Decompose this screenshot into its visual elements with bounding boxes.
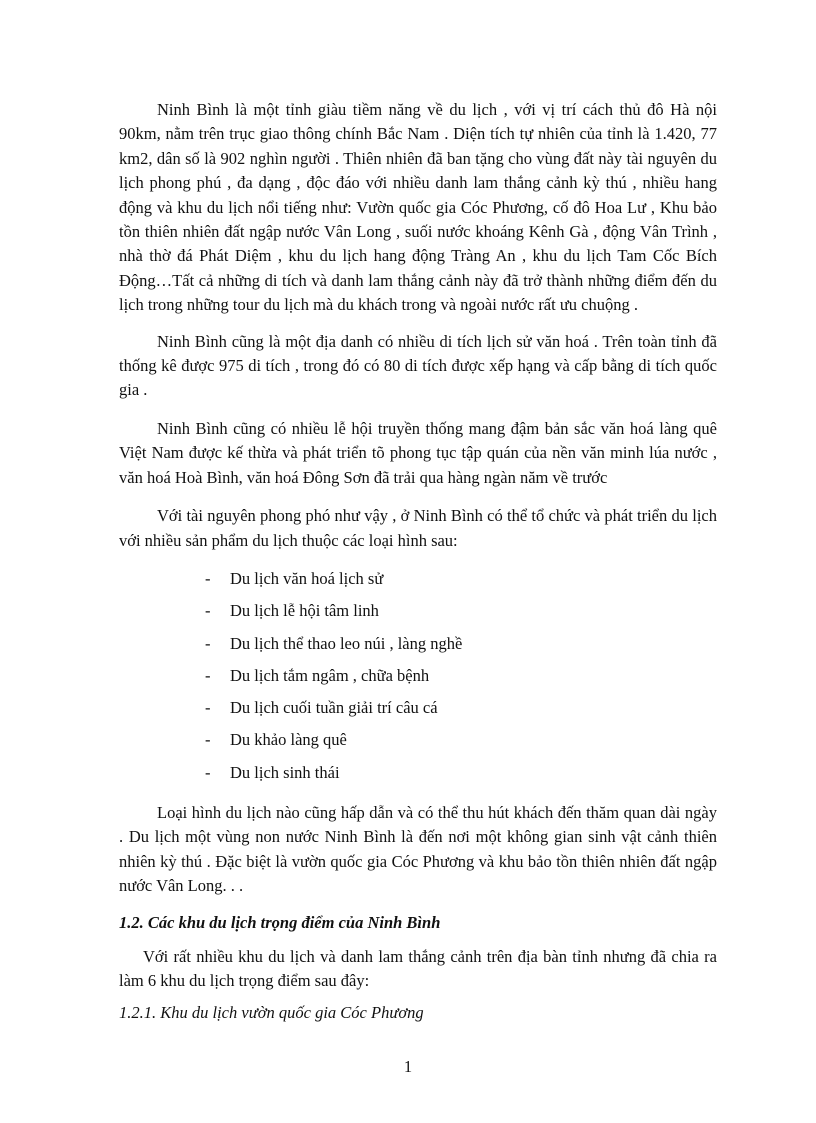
intro-paragraph: Ninh Bình là một tỉnh giàu tiềm năng về du lịch , với vị trí cách thủ đô Hà nội 90km, nằm trên trục giao thông chính Bắc Nam . Diện tích tự nhiên của tỉnh là 1.420, 77 km2, dân số là 902 nghìn người . Thiên nhiên đã ban tặng cho vùng đất này tài nguyên du lịch phong phú , đa dạng , độc đáo với nhiều danh lam thắng cảnh kỳ thú , nhiều hang động và khu du lịch nổi tiếng như: Vườn quốc gia Cóc Phương, cố đô Hoa Lư , Khu bảo tồn thiên nhiên đất ngập nước Vân Long , suối nước khoáng Kênh Gà , động Vân Trình , nhà thờ đá Phát Diệm , khu du lịch hang động Tràng An , khu du lịch Tam Cốc Bích Động…Tất cả những di tích và danh lam thắng cảnh này đã trở thành những điểm đến du lịch trong những tour du lịch mà du khách trong và ngoài nước rất ưu chuộng . [119, 100, 717, 315]
list-bullet-dash: - [205, 568, 211, 588]
list-item-text: Du lịch thể thao leo núi , làng nghề [230, 633, 463, 653]
page-number: 1 [403, 1057, 413, 1076]
list-bullet-dash: - [205, 730, 211, 750]
list-bullet-dash: - [205, 601, 211, 621]
after-list-paragraph: Loại hình du lịch nào cũng hấp dẫn và có thể thu hút khách đến thăm quan dài ngày . Du lịch một vùng non nước Ninh Bình là đến nơi một không gian sinh vật cảnh thiên nhiên kỳ thú . Đặc biệt là vườn quốc gia Cóc Phương và khu bảo tồn thiên nhiên đất ngập nước Vân Long. . . [119, 802, 717, 896]
tourism-types-list [119, 567, 717, 793]
list-item [119, 761, 717, 793]
section-heading: 1.2. Các khu du lịch trọng điểm của Ninh Bình [119, 912, 441, 932]
list-bullet-dash: - [205, 633, 211, 653]
heritage-paragraph: Ninh Bình cũng là một địa danh có nhiều di tích lịch sử văn hoá . Trên toàn tỉnh đã thống kê được 975 di tích , trong đó có 80 di tích được xếp hạng và cấp bằng di tích quốc gia . [119, 331, 717, 400]
tourism-types-intro-paragraph: Với tài nguyên phong phó như vậy , ở Ninh Bình có thể tổ chức và phát triển du lịch với nhiều sản phẩm du lịch thuộc các loại hình sau: [119, 506, 717, 550]
list-item [119, 599, 717, 631]
page-content [119, 98, 717, 1025]
list-item [119, 632, 717, 664]
list-item [119, 728, 717, 760]
list-bullet-dash: - [205, 698, 211, 718]
list-item [119, 664, 717, 696]
list-item-text: Du lịch sinh thái [230, 762, 340, 782]
list-item [119, 696, 717, 728]
list-item-text: Du khảo làng quê [230, 730, 347, 750]
list-item [119, 567, 717, 599]
list-item-text: Du lịch tắm ngâm , chữa bệnh [230, 665, 430, 685]
subsection-heading: 1.2.1. Khu du lịch vườn quốc gia Cóc Phương [119, 1003, 424, 1023]
list-item-text: Du lịch lễ hội tâm linh [230, 601, 379, 621]
festival-paragraph: Ninh Bình cũng có nhiều lễ hội truyền thống mang đậm bản sắc văn hoá làng quê Việt Nam được kế thừa và phát triển tõ phong tục tập quán của nền văn minh lúa nước , văn hoá Hoà Bình, văn hoá Đông Sơn đã trải qua hàng ngàn năm về trước [119, 418, 717, 487]
section-paragraph: Với rất nhiều khu du lịch và danh lam thắng cảnh trên địa bàn tỉnh nhưng đã chia ra làm 6 khu du lịch trọng điểm sau đây: [119, 946, 717, 991]
list-bullet-dash: - [205, 762, 211, 782]
list-bullet-dash: - [205, 665, 211, 685]
list-item-text: Du lịch cuối tuần giải trí câu cá [230, 698, 438, 718]
list-item-text: Du lịch văn hoá lịch sử [230, 568, 384, 588]
